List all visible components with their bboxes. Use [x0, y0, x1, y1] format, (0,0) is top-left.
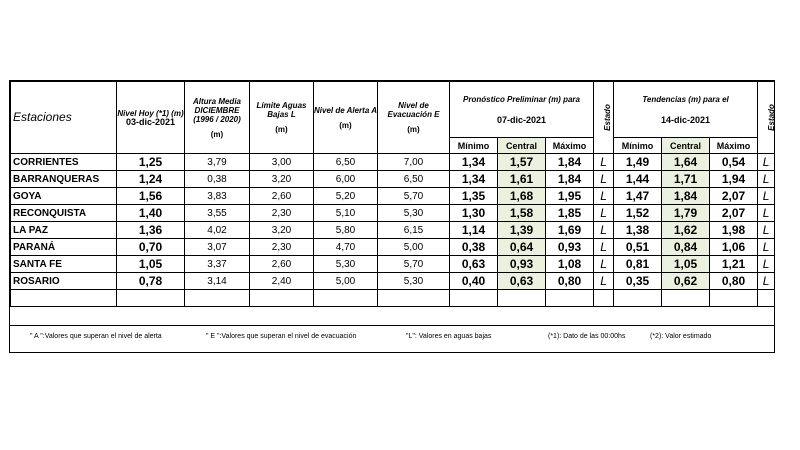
header-limite-unit: (m) — [275, 125, 288, 134]
cell-t-central: 1,05 — [662, 256, 710, 273]
header-tendencias-date: 14-dic-2021 — [661, 114, 711, 125]
header-nivel-hoy-date: 03-dic-2021 — [125, 116, 176, 127]
cell-hoy: 1,05 — [117, 256, 185, 273]
header-pronostico-label: Pronóstico Preliminar (m) para — [463, 94, 580, 104]
header-nivel-hoy — [117, 82, 185, 154]
cell-t-central: 0,84 — [662, 239, 710, 256]
cell-t-central: 1,64 — [662, 154, 710, 171]
cell-t-min: 1,49 — [614, 154, 662, 171]
cell-t-min: 1,47 — [614, 188, 662, 205]
cell-p-min: 1,30 — [450, 205, 498, 222]
cell-alerta: 5,00 — [314, 273, 378, 290]
cell-t-min: 0,51 — [614, 239, 662, 256]
cell-p-max: 0,93 — [546, 239, 594, 256]
header-limite — [250, 82, 314, 154]
river-levels-table — [10, 81, 775, 307]
cell-t-max: 0,54 — [710, 154, 758, 171]
header-evacuacion-label: Nivel de Evacuación E — [387, 101, 440, 119]
cell-t-central: 1,71 — [662, 171, 710, 188]
empty-row — [11, 290, 775, 307]
cell-p-max: 1,84 — [546, 154, 594, 171]
table-row — [11, 171, 775, 188]
table-row — [11, 256, 775, 273]
subheader-maximo: Máximo — [546, 138, 594, 154]
cell-p-max: 1,84 — [546, 171, 594, 188]
cell-alerta: 5,30 — [314, 256, 378, 273]
cell-p-min: 1,34 — [450, 171, 498, 188]
cell-p-estado: L — [594, 171, 614, 188]
header-estaciones: Estaciones — [11, 82, 117, 154]
cell-t-min: 0,81 — [614, 256, 662, 273]
cell-p-min: 0,38 — [450, 239, 498, 256]
subheader-maximo-t: Máximo — [710, 138, 758, 154]
cell-p-estado: L — [594, 256, 614, 273]
cell-evac: 5,30 — [378, 273, 450, 290]
cell-limite: 2,30 — [250, 205, 314, 222]
header-pronostico-date: 07-dic-2021 — [497, 114, 547, 125]
cell-name: BARRANQUERAS — [11, 171, 117, 188]
cell-name: CORRIENTES — [11, 154, 117, 171]
header-estado-tendencias: Estado — [758, 82, 775, 154]
cell-t-max: 2,07 — [710, 205, 758, 222]
cell-t-max: 1,94 — [710, 171, 758, 188]
cell-name: GOYA — [11, 188, 117, 205]
cell-t-estado: L — [758, 188, 775, 205]
cell-t-max: 1,21 — [710, 256, 758, 273]
table-body — [11, 154, 775, 290]
cell-limite: 2,40 — [250, 273, 314, 290]
header-alerta — [314, 82, 378, 154]
header-alerta-label: Nivel de Alerta A — [314, 105, 377, 115]
cell-hoy: 1,56 — [117, 188, 185, 205]
header-pronostico — [450, 82, 594, 138]
header-tendencias — [614, 82, 758, 138]
cell-evac: 6,15 — [378, 222, 450, 239]
subheader-central-t: Central — [662, 138, 710, 154]
cell-alerta: 5,10 — [314, 205, 378, 222]
cell-p-central: 1,68 — [498, 188, 546, 205]
cell-evac: 6,50 — [378, 171, 450, 188]
cell-limite: 2,60 — [250, 188, 314, 205]
cell-t-estado: L — [758, 239, 775, 256]
table-row — [11, 205, 775, 222]
cell-p-max: 1,95 — [546, 188, 594, 205]
cell-t-central: 0,62 — [662, 273, 710, 290]
cell-hoy: 1,24 — [117, 171, 185, 188]
cell-media: 3,83 — [185, 188, 250, 205]
cell-p-min: 1,14 — [450, 222, 498, 239]
cell-p-central: 1,57 — [498, 154, 546, 171]
footnotes — [10, 325, 774, 353]
cell-t-central: 1,79 — [662, 205, 710, 222]
cell-media: 3,07 — [185, 239, 250, 256]
cell-hoy: 0,78 — [117, 273, 185, 290]
cell-t-estado: L — [758, 273, 775, 290]
cell-p-min: 0,63 — [450, 256, 498, 273]
subheader-minimo: Mínimo — [450, 138, 498, 154]
cell-t-estado: L — [758, 256, 775, 273]
cell-media: 0,38 — [185, 171, 250, 188]
header-altura-media-unit: (m) — [210, 129, 224, 139]
cell-media: 3,55 — [185, 205, 250, 222]
cell-p-central: 1,58 — [498, 205, 546, 222]
cell-p-central: 0,93 — [498, 256, 546, 273]
cell-t-max: 1,06 — [710, 239, 758, 256]
cell-media: 4,02 — [185, 222, 250, 239]
cell-p-max: 1,08 — [546, 256, 594, 273]
cell-name: ROSARIO — [11, 273, 117, 290]
cell-p-estado: L — [594, 273, 614, 290]
cell-t-max: 0,80 — [710, 273, 758, 290]
cell-alerta: 5,20 — [314, 188, 378, 205]
cell-t-max: 1,98 — [710, 222, 758, 239]
cell-p-estado: L — [594, 205, 614, 222]
cell-limite: 3,20 — [250, 222, 314, 239]
cell-name: SANTA FE — [11, 256, 117, 273]
cell-t-central: 1,62 — [662, 222, 710, 239]
cell-hoy: 1,25 — [117, 154, 185, 171]
cell-t-estado: L — [758, 154, 775, 171]
cell-t-central: 1,84 — [662, 188, 710, 205]
table-row — [11, 222, 775, 239]
cell-limite: 2,60 — [250, 256, 314, 273]
cell-t-estado: L — [758, 171, 775, 188]
cell-t-min: 0,35 — [614, 273, 662, 290]
cell-t-min: 1,44 — [614, 171, 662, 188]
cell-p-max: 1,85 — [546, 205, 594, 222]
cell-evac: 5,70 — [378, 188, 450, 205]
cell-p-min: 0,40 — [450, 273, 498, 290]
cell-hoy: 1,40 — [117, 205, 185, 222]
cell-hoy: 1,36 — [117, 222, 185, 239]
cell-p-central: 0,64 — [498, 239, 546, 256]
header-evacuacion-unit: (m) — [407, 125, 420, 134]
cell-limite: 3,00 — [250, 154, 314, 171]
cell-alerta: 5,80 — [314, 222, 378, 239]
cell-p-estado: L — [594, 188, 614, 205]
cell-alerta: 6,50 — [314, 154, 378, 171]
header-row — [11, 82, 775, 138]
footnote-bajas: "L": Valores en aguas bajas — [406, 333, 492, 340]
cell-p-estado: L — [594, 239, 614, 256]
cell-media: 3,79 — [185, 154, 250, 171]
cell-limite: 3,20 — [250, 171, 314, 188]
footnote-estimado: (*2): Valor estimado — [650, 333, 712, 340]
cell-p-central: 0,63 — [498, 273, 546, 290]
table-row — [11, 239, 775, 256]
header-estado-pronostico: Estado — [594, 82, 614, 154]
river-levels-table-sheet — [9, 80, 775, 353]
cell-p-min: 1,35 — [450, 188, 498, 205]
footnote-alerta: " A ":Valores que superan el nivel de alerta — [30, 333, 162, 340]
cell-t-min: 1,38 — [614, 222, 662, 239]
cell-p-estado: L — [594, 222, 614, 239]
cell-alerta: 6,00 — [314, 171, 378, 188]
cell-name: RECONQUISTA — [11, 205, 117, 222]
header-tendencias-label: Tendencias (m) para el — [642, 94, 729, 104]
table-row — [11, 188, 775, 205]
cell-name: PARANÁ — [11, 239, 117, 256]
table-row — [11, 273, 775, 290]
cell-t-estado: L — [758, 205, 775, 222]
cell-media: 3,14 — [185, 273, 250, 290]
cell-p-central: 1,39 — [498, 222, 546, 239]
cell-evac: 7,00 — [378, 154, 450, 171]
subheader-central: Central — [498, 138, 546, 154]
subheader-minimo-t: Mínimo — [614, 138, 662, 154]
cell-name: LA PAZ — [11, 222, 117, 239]
cell-p-estado: L — [594, 154, 614, 171]
cell-alerta: 4,70 — [314, 239, 378, 256]
header-evacuacion — [378, 82, 450, 154]
cell-t-min: 1,52 — [614, 205, 662, 222]
header-altura-media-label: Altura Media DICIEMBRE (1996 / 2020) — [192, 96, 241, 124]
cell-p-min: 1,34 — [450, 154, 498, 171]
cell-media: 3,37 — [185, 256, 250, 273]
cell-limite: 2,30 — [250, 239, 314, 256]
header-limite-label: Límite Aguas Bajas L — [256, 101, 307, 119]
cell-p-max: 0,80 — [546, 273, 594, 290]
table-row — [11, 154, 775, 171]
header-altura-media — [185, 82, 250, 154]
cell-evac: 5,00 — [378, 239, 450, 256]
cell-t-estado: L — [758, 222, 775, 239]
cell-p-central: 1,61 — [498, 171, 546, 188]
footnote-evacuacion: " E ":Valores que superan el nivel de evacuación — [206, 333, 357, 340]
header-alerta-unit: (m) — [339, 120, 352, 130]
header-nivel-hoy-label: Nivel Hoy (*1) (m) — [117, 108, 184, 118]
cell-p-max: 1,69 — [546, 222, 594, 239]
cell-t-max: 2,07 — [710, 188, 758, 205]
cell-evac: 5,70 — [378, 256, 450, 273]
footnote-dato: (*1): Dato de las 00:00hs — [548, 333, 626, 340]
cell-hoy: 0,70 — [117, 239, 185, 256]
cell-evac: 5,30 — [378, 205, 450, 222]
